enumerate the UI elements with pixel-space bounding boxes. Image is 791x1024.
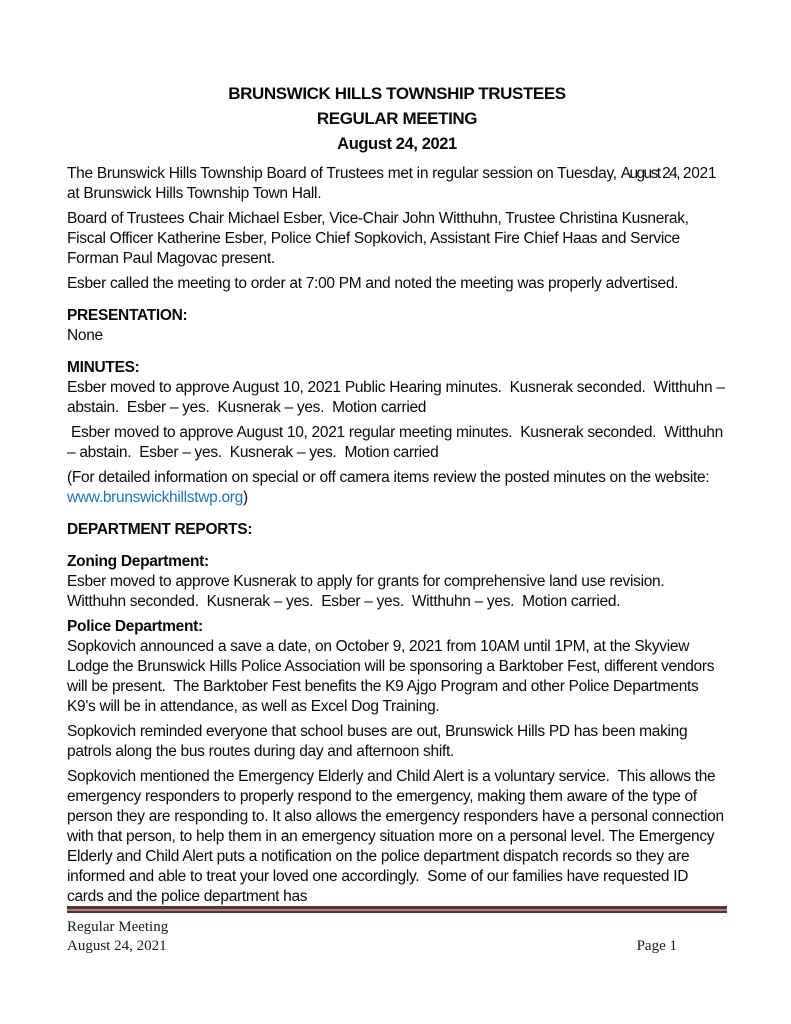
minutes-heading: MINUTES: xyxy=(67,359,140,376)
police-heading: Police Department: xyxy=(67,618,203,635)
call-to-order-paragraph: Esber called the meeting to order at 7:00 PM and noted the meeting was properly advertised. xyxy=(67,275,679,292)
police-paragraph-2: Sopkovich reminded everyone that school buses are out, Brunswick Hills PD has been making patrols along the bus routes during day and afternoon shift. xyxy=(67,723,692,760)
footer-rule xyxy=(67,906,727,913)
department-reports-heading: DEPARTMENT REPORTS: xyxy=(67,521,253,538)
doc-title: BRUNSWICK HILLS TOWNSHIP TRUSTEES xyxy=(228,84,566,103)
police-paragraph-1: Sopkovich announced a save a date, on October 9, 2021 from 10AM until 1PM, at the Skyview Lodge the Brunswick Hills Police Association will be sponsoring a Barktober Fest, different vendors will be present. The Barktober Fest benefits the K9 Ajgo Program and other Police Departments K9's will be in attendance, as well as Excel Dog Training. xyxy=(67,638,719,715)
footer-meeting-type: Regular Meeting xyxy=(67,919,169,935)
intro-text-pre: The Brunswick Hills Township Board of Trustees met in regular session on Tuesday, xyxy=(67,165,621,182)
doc-date: August 24, 2021 xyxy=(337,135,457,153)
intro-paragraph xyxy=(67,164,727,204)
intro-date-condensed: August 24, xyxy=(620,165,679,182)
presentation-body: None xyxy=(67,327,103,344)
website-link[interactable]: www.brunswickhillstwp.org xyxy=(67,489,243,506)
minutes-note-pre: (For detailed information on special or off camera items review the posted minutes on the website: xyxy=(67,469,714,486)
doc-meeting-type: REGULAR MEETING xyxy=(316,109,478,128)
attendees-paragraph: Board of Trustees Chair Michael Esber, Vice-Chair John Witthuhn, Trustee Christina Kusnerak, Fiscal Officer Katherine Esber, Police Chief Sopkovich, Assistant Fire Chief Haas and Service Forman Paul Magovac present. xyxy=(67,210,693,267)
police-paragraph-3: Sopkovich mentioned the Emergency Elderly and Child Alert is a voluntary service. This allows the emergency responders to properly respond to the emergency, making them aware of the type of person they are responding to. It also allows the emergency responders have a personal connection with that person, to help them in an emergency situation more on a personal level. The Emergency Elderly and Child Alert puts a notification on the police department dispatch records so they are informed and able to treat your loved one accordingly. Some of our families have requested ID cards and the police department has xyxy=(67,768,728,905)
footer-meeting-date: August 24, 2021 xyxy=(67,938,167,954)
presentation-heading: PRESENTATION: xyxy=(67,307,188,324)
minutes-note-post: ) xyxy=(242,489,248,506)
footer-page-number: Page 1 xyxy=(636,938,677,954)
minutes-motion-2: Esber moved to approve August 10, 2021 regular meeting minutes. Kusnerak seconded. Witthuhn – abstain. Esber – yes. Kusnerak – yes. Motion carried xyxy=(67,424,727,461)
document-page xyxy=(67,84,727,907)
document-header xyxy=(67,84,727,154)
zoning-body: Esber moved to approve Kusnerak to apply for grants for comprehensive land use revision. Witthuhn seconded. Kusnerak – yes. Esber – yes. Witthuhn – yes. Motion carried. xyxy=(67,573,673,610)
intro-text-post: 2021 at Brunswick Hills Township Town Hall. xyxy=(67,165,721,202)
footer-left xyxy=(67,918,168,956)
footer-row xyxy=(67,918,727,956)
minutes-motion-1: Esber moved to approve August 10, 2021 Public Hearing minutes. Kusnerak seconded. Witthuhn – abstain. Esber – yes. Kusnerak – yes. Motion carried xyxy=(67,379,729,416)
page-footer xyxy=(67,906,727,956)
minutes-note xyxy=(67,468,727,508)
zoning-heading: Zoning Department: xyxy=(67,553,209,570)
